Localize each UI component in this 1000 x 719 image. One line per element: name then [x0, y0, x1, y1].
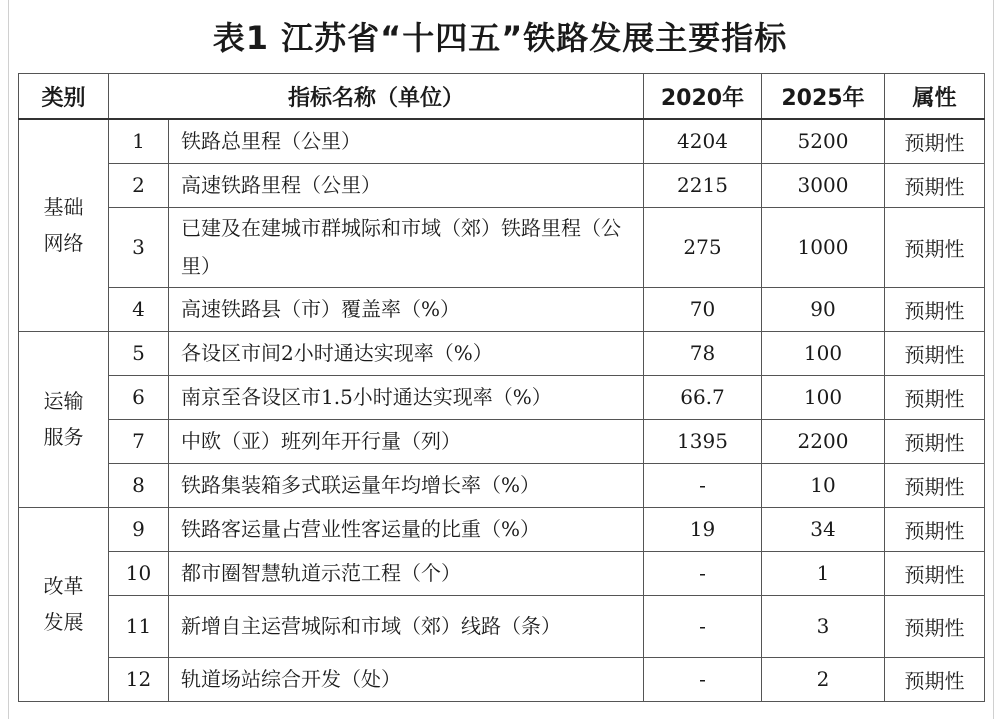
indicator-name: 已建及在建城市群城际和市域（郊）铁路里程（公里） — [169, 207, 644, 287]
value-2025: 90 — [762, 287, 885, 331]
table-row — [19, 595, 985, 657]
value-2020: 19 — [644, 507, 762, 551]
value-2025: 100 — [762, 331, 885, 375]
value-2025: 3 — [762, 595, 885, 657]
value-2020: 1395 — [644, 419, 762, 463]
value-2020: 78 — [644, 331, 762, 375]
header-category: 类别 — [19, 74, 109, 120]
table-row — [19, 507, 985, 551]
indicator-name: 铁路集装箱多式联运量年均增长率（%） — [169, 463, 644, 507]
category-label-line: 运输 — [43, 389, 84, 413]
value-2020: - — [644, 463, 762, 507]
attribute-cell: 预期性 — [885, 463, 985, 507]
table-title: 表1 江苏省“十四五”铁路发展主要指标 — [212, 19, 788, 57]
indicator-name: 高速铁路里程（公里） — [169, 163, 644, 207]
indicator-name: 各设区市间2小时通达实现率（%） — [169, 331, 644, 375]
category-label-line: 发展 — [43, 610, 84, 634]
row-number: 5 — [109, 331, 169, 375]
row-number: 7 — [109, 419, 169, 463]
attribute-cell: 预期性 — [885, 331, 985, 375]
header-row — [19, 74, 985, 120]
indicator-name: 南京至各设区市1.5小时通达实现率（%） — [169, 375, 644, 419]
row-number: 11 — [109, 595, 169, 657]
attribute-cell: 预期性 — [885, 375, 985, 419]
attribute-cell: 预期性 — [885, 657, 985, 701]
value-2020: 4204 — [644, 119, 762, 163]
row-number: 12 — [109, 657, 169, 701]
category-label-line: 服务 — [43, 425, 84, 449]
indicator-name: 都市圈智慧轨道示范工程（个） — [169, 551, 644, 595]
value-2020: - — [644, 595, 762, 657]
indicator-name: 铁路客运量占营业性客运量的比重（%） — [169, 507, 644, 551]
header-attribute: 属性 — [885, 74, 985, 120]
row-number: 1 — [109, 119, 169, 163]
table-row — [19, 331, 985, 375]
table-row — [19, 287, 985, 331]
value-2025: 34 — [762, 507, 885, 551]
table-row — [19, 163, 985, 207]
header-2020: 2020年 — [644, 74, 762, 120]
attribute-cell: 预期性 — [885, 207, 985, 287]
attribute-cell: 预期性 — [885, 419, 985, 463]
value-2025: 3000 — [762, 163, 885, 207]
category-cell — [19, 507, 109, 701]
category-label-line: 基础 — [43, 195, 84, 220]
row-number: 9 — [109, 507, 169, 551]
category-label-line: 网络 — [43, 231, 84, 256]
indicators-table — [18, 73, 985, 702]
indicator-name: 铁路总里程（公里） — [169, 119, 644, 163]
value-2020: 2215 — [644, 163, 762, 207]
table-row — [19, 419, 985, 463]
row-number: 4 — [109, 287, 169, 331]
category-label-line: 改革 — [43, 574, 84, 598]
category-cell — [19, 119, 109, 331]
value-2025: 10 — [762, 463, 885, 507]
value-2020: - — [644, 657, 762, 701]
attribute-cell: 预期性 — [885, 551, 985, 595]
value-2020: - — [644, 551, 762, 595]
table-row — [19, 657, 985, 701]
attribute-cell: 预期性 — [885, 119, 985, 163]
row-number: 10 — [109, 551, 169, 595]
row-number: 2 — [109, 163, 169, 207]
indicator-name: 高速铁路县（市）覆盖率（%） — [169, 287, 644, 331]
header-indicator: 指标名称（单位） — [109, 74, 644, 120]
table-row — [19, 119, 985, 163]
value-2025: 2 — [762, 657, 885, 701]
value-2025: 100 — [762, 375, 885, 419]
indicator-name: 新增自主运营城际和市域（郊）线路（条） — [169, 595, 644, 657]
indicator-name: 轨道场站综合开发（处） — [169, 657, 644, 701]
header-2025: 2025年 — [762, 74, 885, 120]
table-row — [19, 375, 985, 419]
value-2025: 1000 — [762, 207, 885, 287]
indicator-name: 中欧（亚）班列年开行量（列） — [169, 419, 644, 463]
table-row — [19, 551, 985, 595]
attribute-cell: 预期性 — [885, 163, 985, 207]
table-row — [19, 463, 985, 507]
row-number: 6 — [109, 375, 169, 419]
attribute-cell: 预期性 — [885, 595, 985, 657]
value-2025: 1 — [762, 551, 885, 595]
value-2025: 2200 — [762, 419, 885, 463]
row-number: 8 — [109, 463, 169, 507]
value-2025: 5200 — [762, 119, 885, 163]
row-number: 3 — [109, 207, 169, 287]
attribute-cell: 预期性 — [885, 287, 985, 331]
category-cell — [19, 331, 109, 507]
table-row — [19, 207, 985, 287]
value-2020: 70 — [644, 287, 762, 331]
attribute-cell: 预期性 — [885, 507, 985, 551]
value-2020: 66.7 — [644, 375, 762, 419]
value-2020: 275 — [644, 207, 762, 287]
